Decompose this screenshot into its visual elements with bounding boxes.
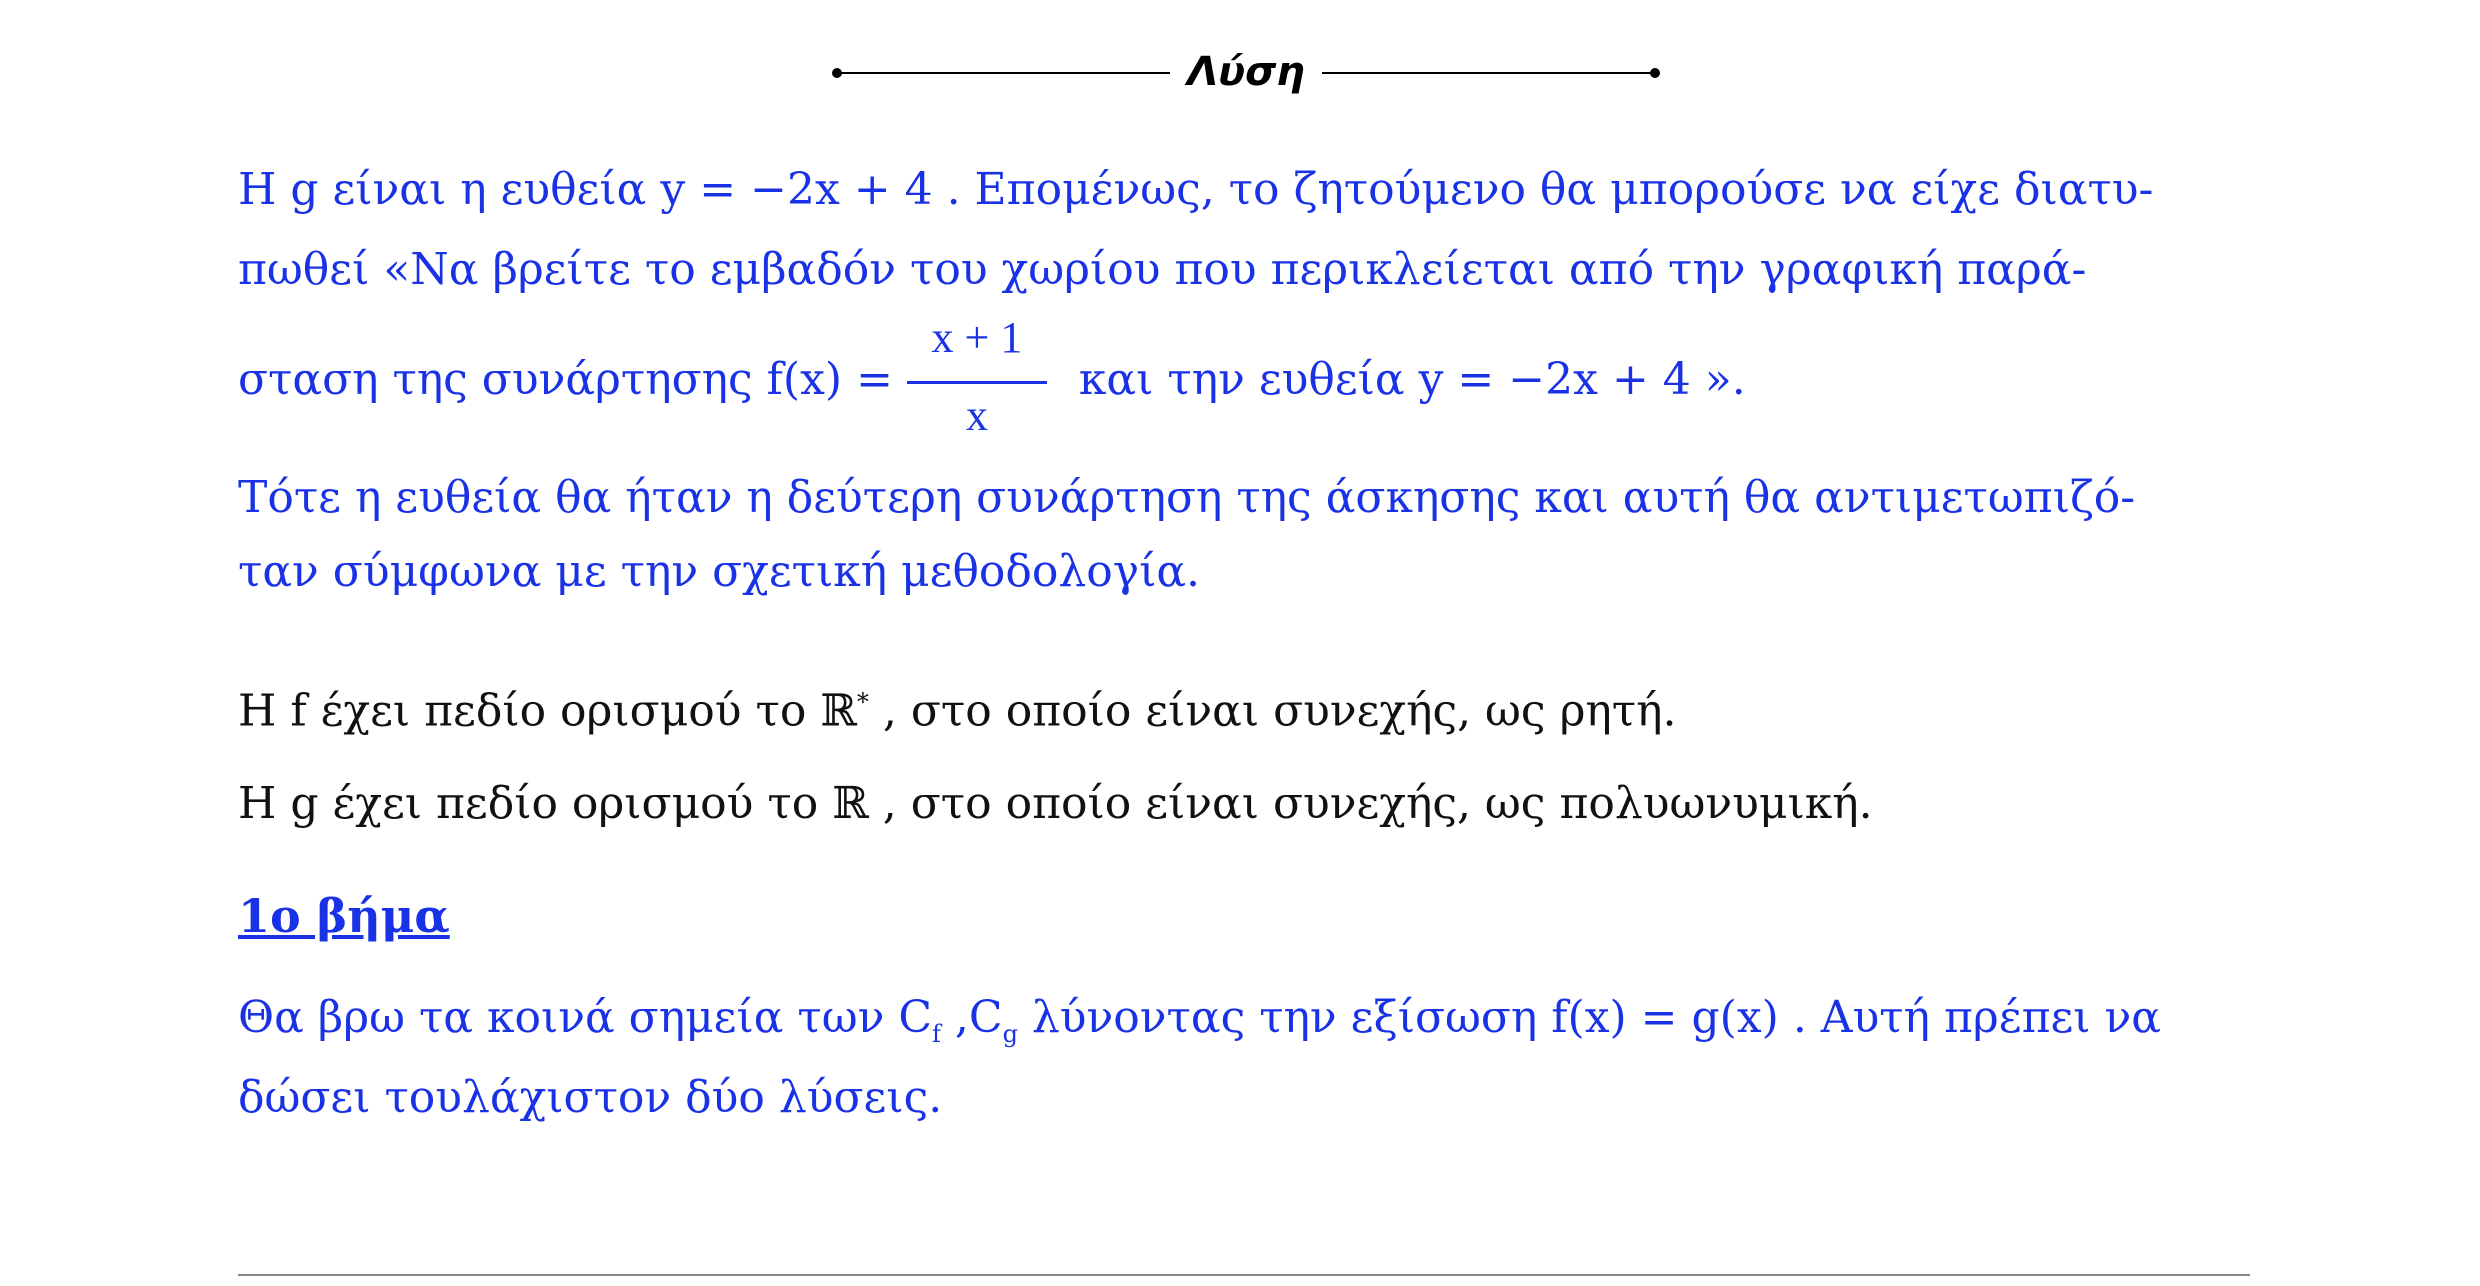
para2-line2: ταν σύμφωνα με την σχετική μεθοδολογία.	[238, 546, 1201, 597]
paragraph-line-equation	[238, 160, 2248, 440]
paragraph-remark	[238, 468, 2248, 608]
fraction-numerator: x + 1	[931, 312, 1023, 362]
section-title	[832, 42, 1658, 102]
para5-line2: δώσει τουλάχιστον δύο λύσεις.	[238, 1072, 943, 1123]
paragraph-domain-g	[238, 774, 2248, 844]
para4-line: Η g έχει πεδίο ορισμού το ℝ , στο οποίο είναι συνεχής, ως πολυωνυμική.	[238, 778, 1873, 829]
paragraph-domain-f	[238, 672, 2248, 742]
subscript-f: f	[932, 1019, 941, 1048]
para1-line3	[238, 310, 1746, 450]
fraction	[907, 313, 1047, 453]
para3-line	[238, 672, 1677, 737]
para3-pre: Η f έχει πεδίο ορισμού το ℝ	[238, 685, 857, 737]
title-dot-right	[1650, 68, 1660, 78]
para5-post: λύνοντας την εξίσωση f(x) = g(x) . Αυτή πρέπει να	[1017, 992, 2161, 1043]
paragraph-step1	[238, 988, 2248, 1128]
para3-post: , στο οποίο είναι συνεχής, ως ρητή.	[868, 685, 1677, 737]
para1-line2: πωθεί «Να βρείτε το εμβαδόν του χωρίου που περικλείεται από την γραφική παρά-	[238, 244, 2087, 295]
para1-line1: Η g είναι η ευθεία y = −2x + 4 . Επομένως, το ζητούμενο θα μπορούσε να είχε διατυ-	[238, 164, 2154, 215]
subscript-g: g	[1002, 1019, 1018, 1048]
star-superscript: *	[856, 688, 869, 716]
para1-line3-post: και την ευθεία y = −2x + 4 ».	[1064, 354, 1746, 405]
title-rule-right	[1322, 72, 1652, 74]
title-text: Λύση	[1187, 49, 1305, 95]
step-heading: 1ο βήμα	[238, 889, 450, 943]
fraction-bar	[907, 381, 1047, 384]
bottom-divider	[238, 1274, 2250, 1276]
para1-line3-pre: σταση της συνάρτησης f(x) =	[238, 354, 893, 405]
para5-mid: ,C	[940, 992, 1003, 1043]
title-rule-left	[840, 72, 1170, 74]
para5-pre: Θα βρω τα κοινά σημεία των C	[238, 992, 933, 1043]
fraction-denominator: x	[965, 390, 988, 440]
para5-line1	[238, 988, 2161, 1048]
para2-line1: Τότε η ευθεία θα ήταν η δεύτερη συνάρτηση της άσκησης και αυτή θα αντιμετωπιζό-	[238, 472, 2136, 523]
